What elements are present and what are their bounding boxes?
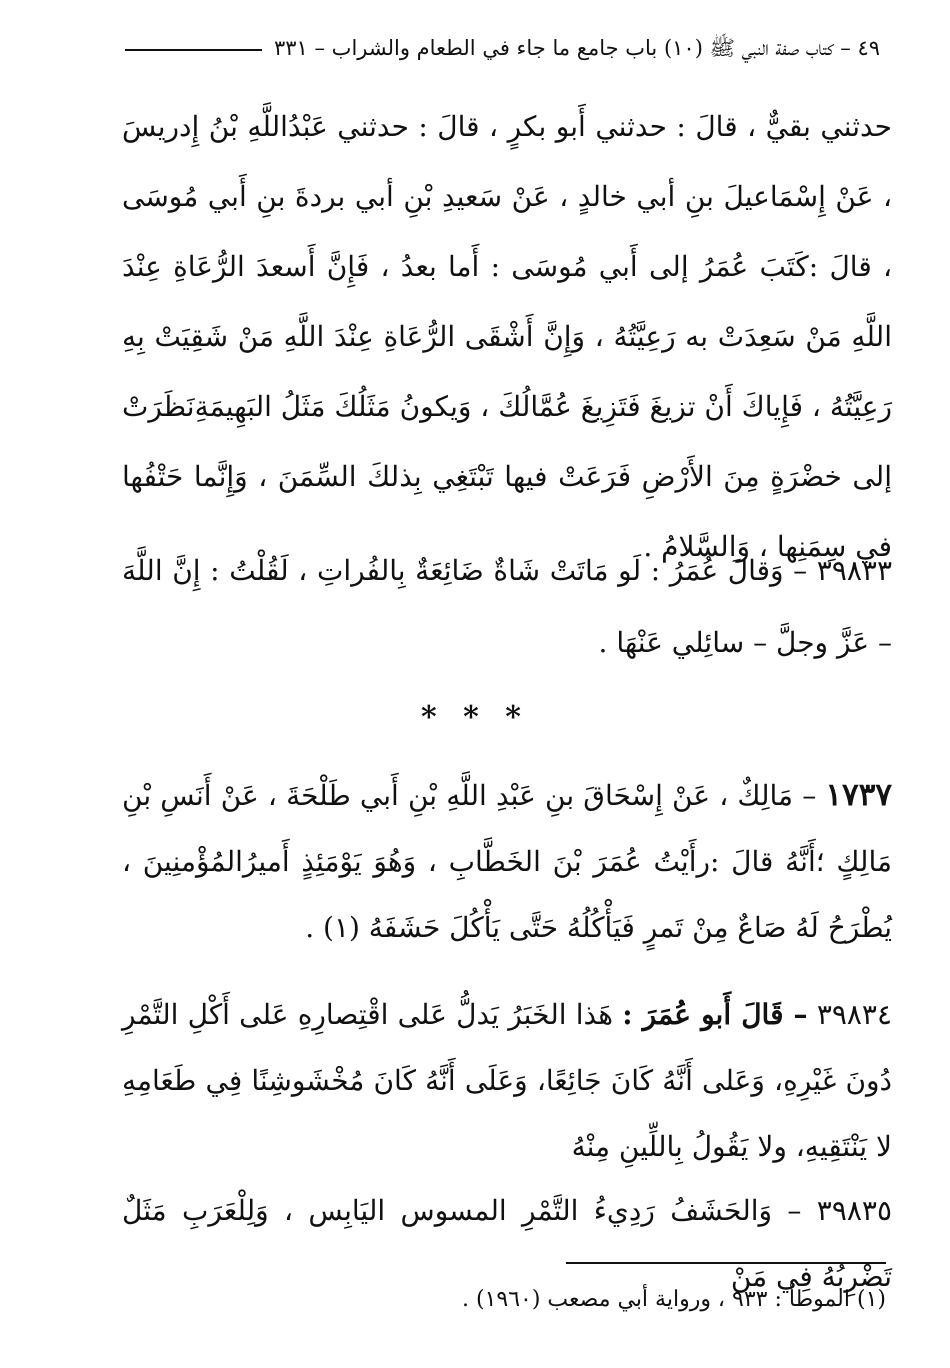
paragraph-1 — [122, 92, 892, 582]
paragraph-39834-text: هَذا الخَبَرُ يَدلُّ عَلى اقْتِصارِهِ عَلى أَكْلِ التَّمْرِ دُونَ غَيْرِهِ، وَعَلى أَنَّهُ كَانَ جَائِعًا، وَعَلَى أَنَّهُ كَانَ مُخْشَوشِنًا فِي طَعَامِهِ لا يَنْتَقِيهِ، ولا يَقُولُ بِاللِّينِ مِنْهُ — [122, 998, 892, 1163]
paragraph-39835-text: – وَالحَشَفُ رَدِيءُ التَّمْرِ المسوس اليَابِس ، وَلِلْعَرَبِ مَثَلٌ تَضْرِبُهُ فِي مَنْ — [122, 1194, 892, 1293]
paragraph-number: ٣٩٨٣٣ — [816, 554, 892, 587]
header-rule — [125, 49, 262, 51]
hadith-number: ١٧٣٧ — [825, 777, 892, 813]
section-separator: * * * — [421, 700, 529, 735]
paragraph-lead: – قَالَ أَبو عُمَرَ : — [622, 998, 808, 1031]
paragraph-number: ٣٩٨٣٤ — [816, 998, 893, 1031]
hadith-1737 — [122, 762, 892, 961]
paragraph-39833-text: – وَقالَ عُمَرُ : لَو مَاتَتْ شَاةٌ ضَائِعَةٌ بِالفُراتِ ، لَقُلْتُ : إِنَّ اللَّهَ – عَزَّ وجلَّ – سائِلي عَنْهَا . — [122, 554, 892, 659]
paragraph-39833 — [122, 535, 892, 679]
footnote-rule — [566, 1262, 886, 1264]
header-title: ٤٩ – كتاب صفة النبي ﷺ (١٠) باب جامع ما جاء في الطعام والشراب – ٣٣١ — [273, 35, 880, 60]
running-header — [125, 30, 890, 70]
footnote: (١) الموطأ : ٩٣٣ ، ورواية أبي مصعب (١٩٦٠) . — [461, 1287, 886, 1312]
paragraph-1-text: حدثني بقيٌّ ، قالَ : حدثني أَبو بكرٍ ، قالَ : حدثني عَبْدُاللَّهِ بْنُ إِدريسَ ، عَنْ إِسْمَاعيلَ بنِ أبي خالدٍ ، عَنْ سَعيدِ بْنِ أبي بردةَ بنِ أَبي مُوسَى ، قالَ :كَتَبَ عُمَرُ إلى أَبي مُوسَى : أَما بعدُ ، فَإِنَّ أَسعدَ الرُّعَاةِ عِنْدَ اللَّهِ مَنْ سَعِدَتْ به رَعِيَّتُهُ ، وَإِنَّ أَشْقَى الرُّعَاةِ عِنْدَ اللَّهِ مَنْ شَقِيَتْ بِهِ رَعِيَّتُهُ ، فَإِياكَ أَنْ تزيغَ فَتَزِيغَ عُمَّالُكَ ، وَيكونُ مَثَلُكَ مَثَلُ البَهِيمَةِنَظَرَتْ إلى خضْرَةٍ مِنَ الأَرْضِ فَرَعَتْ فيها تَبْتَغِي بِذلكَ السِّمَنَ ، وَإِنَّما حَتْفُها في سِمَنِها ، وَالسَّلامُ . — [122, 110, 892, 563]
paragraph-39834 — [122, 982, 892, 1180]
paragraph-number: ٣٩٨٣٥ — [816, 1194, 892, 1227]
hadith-1737-text: – مَالِكٌ ، عَنْ إِسْحَاقَ بنِ عَبْدِ اللَّهِ بْنِ أَبي طَلْحَةَ ، عَنْ أَنَسِ بْنِ مَالِكٍ ؛أَنَّهُ قالَ :رأَيْتُ عُمَرَ بْنَ الخَطَّابِ ، وَهُوَ يَوْمَئِذٍ أَميرُالمُؤْمنِينَ ، يُطْرَحُ لَهُ صَاعٌ مِنْ تَمرٍ فَيَأْكُلُهُ حَتَّى يَأْكُلَ حَشَفَهُ (١) . — [122, 779, 892, 944]
